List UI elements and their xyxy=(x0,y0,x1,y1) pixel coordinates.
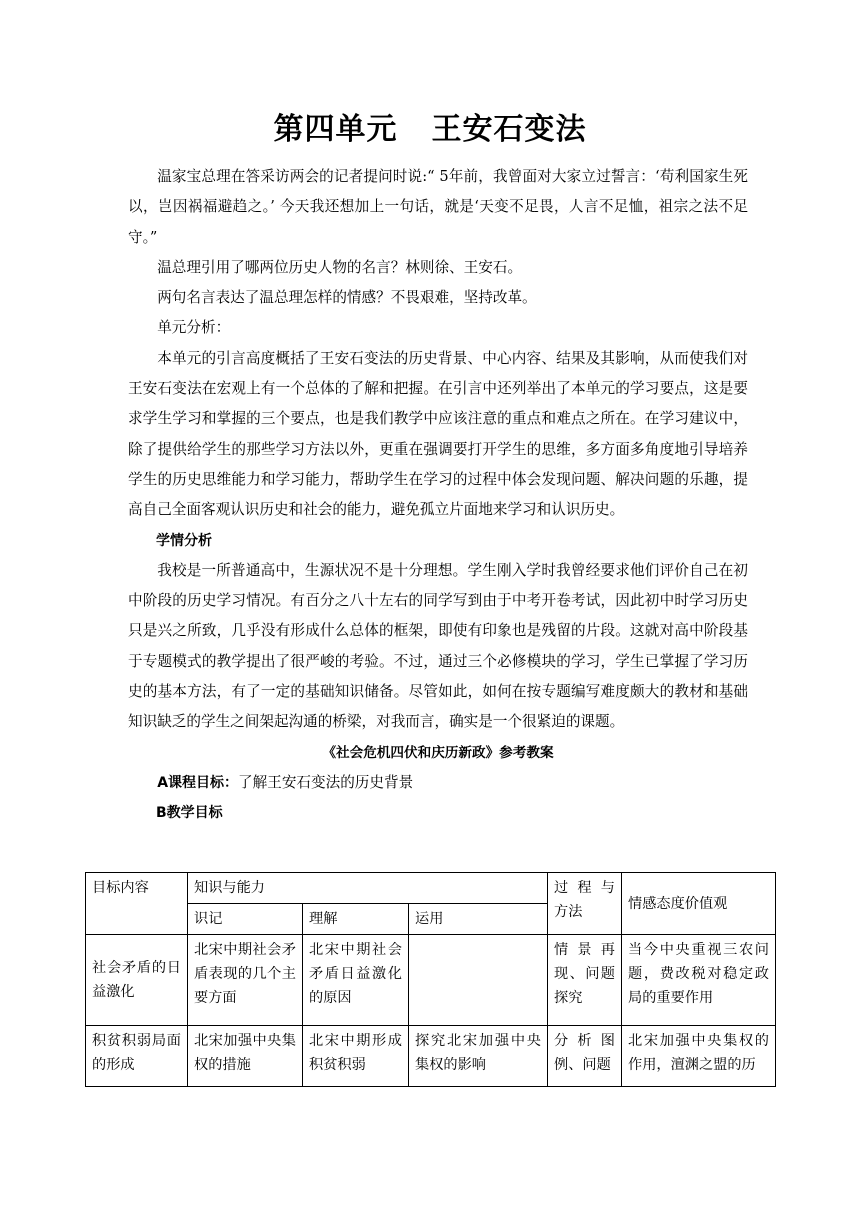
objectives-table xyxy=(85,872,776,1087)
unit-title-part2: 王安石变法 xyxy=(431,112,587,147)
paragraph-question-2: 两句名言表达了温总理怎样的情感？不畏艰难，坚持改革。 xyxy=(157,289,537,307)
row-understand: 北宋中期社会矛盾日益激化的原因 xyxy=(303,935,409,1026)
table-header-row xyxy=(86,873,776,904)
row-emotion: 当今中央重视三农问题，费改税对稳定政局的重要作用 xyxy=(622,935,776,1026)
table-row xyxy=(86,935,776,1026)
paragraph-unit-analysis-label: 单元分析： xyxy=(157,319,231,337)
row-emotion: 北宋加强中央集权的作用，澶渊之盟的历 xyxy=(622,1026,776,1087)
paragraph-quote: 温家宝总理在答采访两会的记者提问时说:“ 5年前，我曾面对大家立过誓言：‘苟利国家生死以，岂因祸福避趋之。’ 今天我还想加上一句话，就是‘天变不足畏，人言不足恤，祖宗之法不足守。” xyxy=(128,168,748,246)
header-process: 过 程 与 方法 xyxy=(548,873,622,935)
paragraph-question-1: 温总理引用了哪两位历史人物的名言？林则徐、王安石。 xyxy=(157,258,523,276)
paragraph-unit-analysis: 本单元的引言高度概括了王安石变法的历史背景、中心内容、结果及其影响，从而使我们对王安石变法在宏观上有一个总体的了解和把握。在引言中还列举出了本单元的学习要点，这是要求学生学习和掌握的三个要点，也是我们教学中应该注意的重点和难点之所在。在学习建议中，除了提供给学生的那些学习方法以外，更重在强调要打开学生的思维，多方面多角度地引导培养学生的历史思维能力和学习能力，帮助学生在学习的过程中体会发现问题、解决问题的乐趣，提高自己全面客观认识历史和社会的能力，避免孤立片面地来学习和认识历史。 xyxy=(128,349,748,519)
table-row xyxy=(86,1026,776,1087)
unit-title xyxy=(0,104,860,148)
paragraph-learning-analysis: 我校是一所普通高中，生源状况不是十分理想。学生刚入学时我曾经要求他们评价自己在初中阶段的历史学习情况。有百分之八十左右的同学写到由于中考开卷考试，因此初中时学习历史只是兴之所致，几乎没有形成什么总体的框架，即使有印象也是残留的片段。这就对高中阶段基于专题模式的教学提出了很严峻的考验。不过，通过三个必修模块的学习，学生已掌握了学习历史的基本方法，有了一定的基础知识储备。尽管如此，如何在按专题编写难度颇大的教材和基础知识缺乏的学生之间架起沟通的桥梁，对我而言，确实是一个很紧迫的课题。 xyxy=(128,561,748,731)
course-objective-label: A课程目标： xyxy=(157,774,239,791)
heading-teaching-objectives: B教学目标 xyxy=(156,805,223,822)
document-body xyxy=(128,162,748,829)
header-apply: 运用 xyxy=(409,904,548,935)
row-remember: 北宋加强中央集权的措施 xyxy=(188,1026,303,1087)
header-goal: 目标内容 xyxy=(86,873,188,935)
lesson-plan-title: 《社会危机四伏和庆历新政》参考教案 xyxy=(322,744,554,761)
row-process: 分析图例、问题 xyxy=(548,1026,622,1087)
header-understand: 理解 xyxy=(303,904,409,935)
heading-learning-analysis: 学情分析 xyxy=(156,532,212,549)
row-process: 情景再现、问题探究 xyxy=(548,935,622,1026)
course-objective-text: 了解王安石变法的历史背景 xyxy=(238,773,414,791)
row-remember: 北宋中期社会矛盾表现的几个主要方面 xyxy=(188,935,303,1026)
row-apply: 探究北宋加强中央集权的影响 xyxy=(409,1026,548,1087)
unit-title-part1: 第四单元 xyxy=(273,112,398,147)
course-objective xyxy=(128,768,748,798)
row-apply xyxy=(409,935,548,1026)
row-goal: 社会矛盾的日益激化 xyxy=(86,935,188,1026)
header-knowledge: 知识与能力 xyxy=(188,873,548,904)
row-understand: 北宋中期形成积贫积弱 xyxy=(303,1026,409,1087)
row-goal: 积贫积弱局面的形成 xyxy=(86,1026,188,1087)
header-remember: 识记 xyxy=(188,904,303,935)
header-emotion: 情感态度价值观 xyxy=(622,873,776,935)
